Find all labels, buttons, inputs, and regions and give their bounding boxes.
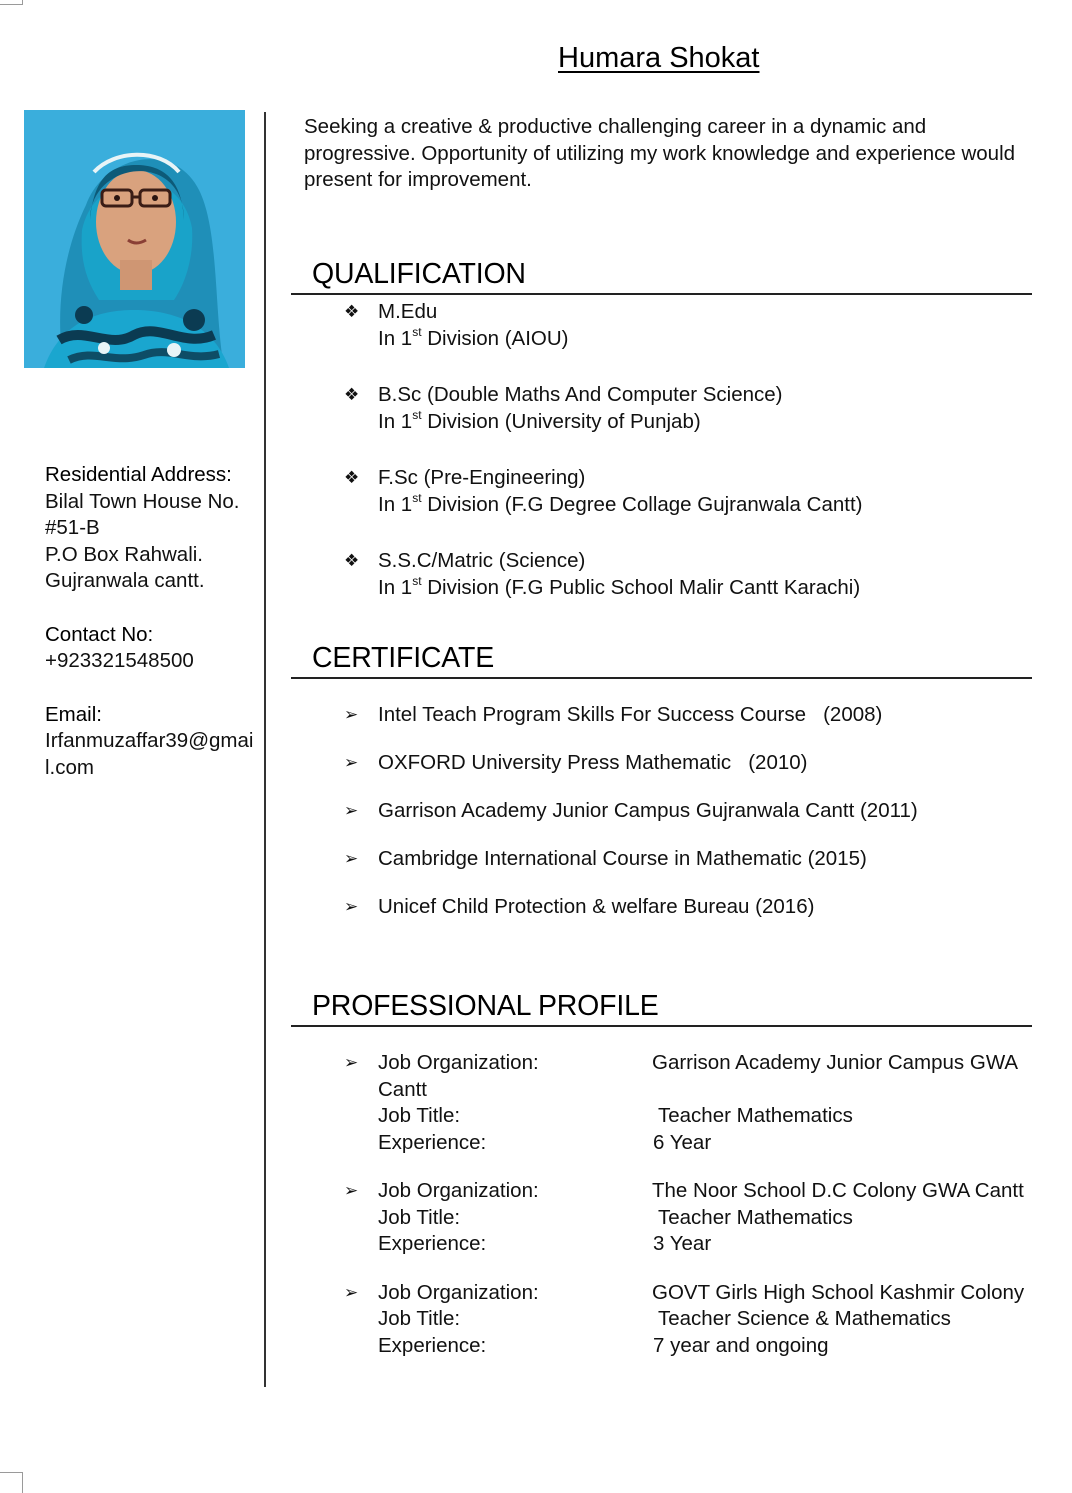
arrowhead-bullet-icon: ➢ [344, 897, 359, 917]
job-organization-value-cont: Cantt [378, 1077, 427, 1101]
job-title-value: Teacher Mathematics [658, 1205, 853, 1229]
certificate-item [344, 894, 1044, 921]
address-line: P.O Box Rahwali. [45, 542, 204, 566]
job-experience-row [378, 1130, 1044, 1157]
email-address: Irfanmuzaffar39@gmail.com [45, 729, 254, 779]
qualification-heading: QUALIFICATION [312, 258, 526, 290]
job-title-label: Job Title: [378, 1104, 461, 1127]
crop-mark-bottom-left [0, 1472, 23, 1493]
certificate-heading: CERTIFICATE [312, 642, 495, 674]
job-organization-label: Job Organization: [378, 1051, 539, 1074]
contact-block [45, 622, 257, 675]
job-organization-value: Garrison Academy Junior Campus GWA [652, 1051, 1019, 1074]
resume-name-heading: Humara Shokat [558, 42, 760, 74]
qualification-degree: M.Edu [378, 300, 438, 323]
diamond-bullet-icon: ❖ [344, 385, 360, 405]
certificate-item [344, 702, 1044, 729]
certificate-list [344, 702, 1044, 942]
qualification-list [344, 299, 1044, 631]
qualification-degree: B.Sc (Double Maths And Computer Science) [378, 383, 783, 406]
job-experience-row [378, 1333, 1044, 1360]
address-label: Residential Address: [45, 463, 232, 486]
qualification-division: In 1st Division (AIOU) [378, 324, 569, 350]
qualification-degree: S.S.C/Matric (Science) [378, 549, 586, 572]
qualification-division: In 1st Division (F.G Degree Collage Gujranwala Cantt) [378, 490, 863, 516]
diamond-bullet-icon: ❖ [344, 302, 360, 322]
certificate-item [344, 846, 1044, 873]
arrowhead-bullet-icon: ➢ [344, 1282, 359, 1303]
certificate-text: Intel Teach Program Skills For Success Course (2008) [378, 703, 883, 726]
certificate-text: Cambridge International Course in Mathematic (2015) [378, 847, 867, 870]
job-title-row [378, 1306, 1044, 1333]
contact-number: +923321548500 [45, 649, 194, 672]
profile-rule [291, 1025, 1032, 1027]
job-title-label: Job Title: [378, 1307, 461, 1330]
arrowhead-bullet-icon: ➢ [344, 849, 359, 869]
address-line: Gujranwala cantt. [45, 569, 205, 592]
qualification-division: In 1st Division (F.G Public School Malir Cantt Karachi) [378, 573, 861, 599]
address-line: Bilal Town House No. #51-B [45, 489, 240, 539]
certificate-item [344, 750, 1044, 777]
crop-mark-top-left [0, 0, 23, 5]
job-experience-label: Experience: [378, 1232, 487, 1255]
job-title-row [378, 1205, 1044, 1232]
job-experience-value: 3 Year [653, 1232, 712, 1255]
job-organization-value: GOVT Girls High School Kashmir Colony [652, 1280, 1025, 1304]
job-title-row [378, 1103, 1044, 1130]
profile-list [344, 1050, 1044, 1381]
qualification-item [344, 382, 1044, 435]
arrowhead-bullet-icon: ➢ [344, 753, 359, 773]
job-organization-row [378, 1280, 1044, 1307]
arrowhead-bullet-icon: ➢ [344, 705, 359, 725]
job-title-label: Job Title: [378, 1205, 461, 1229]
job-organization-continuation [378, 1077, 1044, 1104]
profile-photo [24, 110, 245, 368]
arrowhead-bullet-icon: ➢ [344, 801, 359, 821]
qualification-item [344, 548, 1044, 601]
job-experience-label: Experience: [378, 1333, 487, 1357]
certificate-rule [291, 677, 1032, 679]
job-organization-value: The Noor School D.C Colony GWA Cantt [652, 1179, 1024, 1202]
job-experience-row [378, 1231, 1044, 1258]
diamond-bullet-icon: ❖ [344, 468, 360, 488]
certificate-item [344, 798, 1044, 825]
address-block [45, 462, 257, 595]
qualification-division: In 1st Division (University of Punjab) [378, 407, 701, 433]
email-label: Email: [45, 702, 102, 726]
certificate-text: OXFORD University Press Mathematic (2010) [378, 751, 808, 774]
job-entry [344, 1280, 1044, 1360]
job-title-value: Teacher Science & Mathematics [658, 1307, 951, 1330]
qualification-item [344, 299, 1044, 352]
column-divider [264, 112, 266, 1387]
job-entry [344, 1178, 1044, 1258]
job-organization-row [378, 1050, 1044, 1077]
diamond-bullet-icon: ❖ [344, 551, 360, 571]
job-organization-label: Job Organization: [378, 1179, 539, 1202]
job-organization-row [378, 1178, 1044, 1205]
job-experience-label: Experience: [378, 1130, 487, 1154]
arrowhead-bullet-icon: ➢ [344, 1053, 359, 1073]
job-entry [344, 1050, 1044, 1156]
qualification-rule [291, 293, 1032, 295]
job-organization-label: Job Organization: [378, 1280, 539, 1304]
certificate-text: Unicef Child Protection & welfare Bureau (2016) [378, 895, 815, 918]
contact-label: Contact No: [45, 622, 154, 646]
qualification-degree: F.Sc (Pre-Engineering) [378, 466, 586, 489]
arrowhead-bullet-icon: ➢ [344, 1181, 359, 1201]
job-title-value: Teacher Mathematics [658, 1104, 853, 1127]
qualification-item [344, 465, 1044, 518]
job-experience-value: 6 Year [653, 1130, 712, 1154]
contact-sidebar [45, 462, 257, 808]
career-objective: Seeking a creative & productive challenging career in a dynamic and progressive. Opportunity of utilizing my work knowledge and experience would present for improvement. [304, 115, 1016, 191]
certificate-text: Garrison Academy Junior Campus Gujranwala Cantt (2011) [378, 799, 918, 822]
profile-heading: PROFESSIONAL PROFILE [312, 990, 659, 1022]
email-block [45, 702, 257, 782]
job-experience-value: 7 year and ongoing [653, 1333, 829, 1357]
